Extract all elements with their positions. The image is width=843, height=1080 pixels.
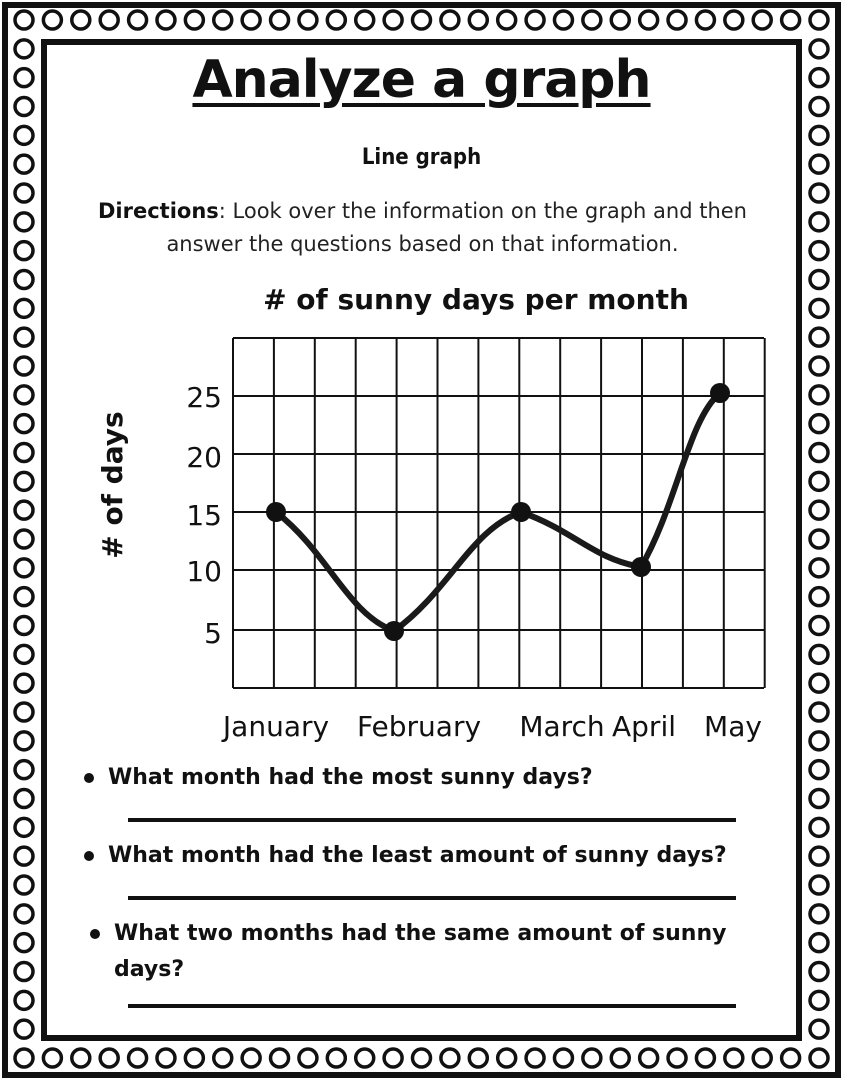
question-3 [114, 916, 764, 988]
directions-label: Directions [97, 199, 219, 223]
chart-title: # of sunny days per month [263, 283, 689, 316]
worksheet-title: Analyze a graph [192, 50, 651, 110]
y-tick-label: 15 [186, 499, 222, 532]
bullet-icon [84, 773, 94, 783]
question-2 [108, 838, 727, 874]
x-tick-label: February [356, 710, 482, 743]
y-tick-label: 10 [186, 555, 222, 588]
answer-line-1[interactable] [128, 818, 736, 822]
answer-line-3[interactable] [128, 1004, 736, 1008]
question-text: What two months had the same amount of sunny days? [114, 921, 727, 982]
question-text: What month had the least amount of sunny days? [108, 843, 727, 868]
bullet-icon [90, 929, 100, 939]
worksheet-subtitle: Line graph [361, 145, 482, 170]
y-axis-label: # of days [96, 411, 129, 559]
question-text: What month had the most sunny days? [108, 765, 593, 790]
x-tick-label: April [612, 710, 676, 743]
y-tick-label: 5 [204, 617, 222, 650]
answer-line-2[interactable] [128, 896, 736, 900]
directions-body: : Look over the information on the graph and then answer the questions based on that information. [166, 199, 747, 256]
bullet-icon [84, 851, 94, 861]
y-tick-label: 25 [186, 381, 222, 414]
question-1 [108, 760, 593, 796]
x-tick-label: January [222, 710, 330, 743]
y-tick-label: 20 [186, 441, 222, 474]
x-tick-label: May [704, 710, 762, 743]
x-tick-label: March [519, 710, 605, 743]
